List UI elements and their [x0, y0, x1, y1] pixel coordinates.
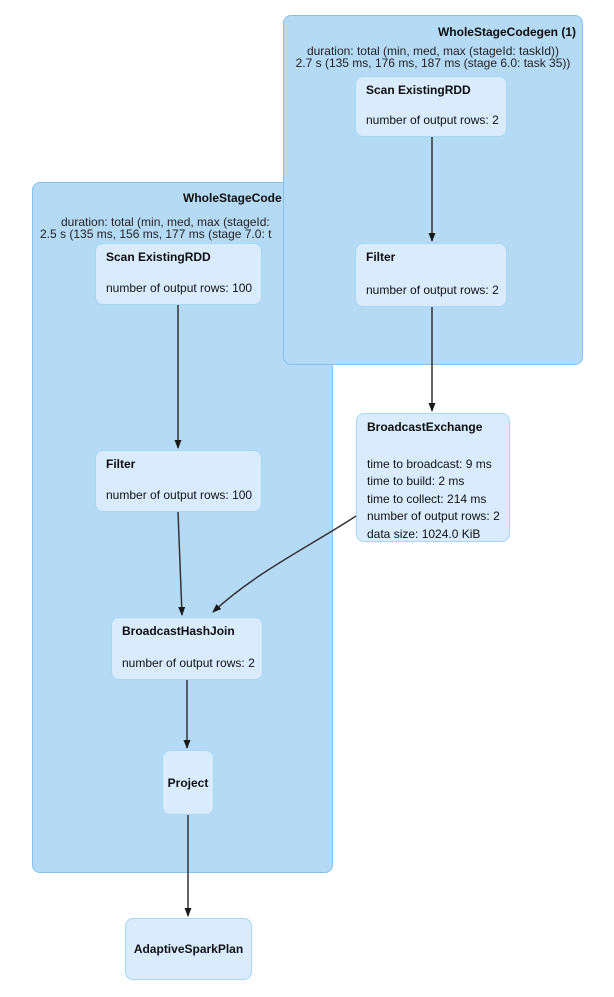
node-broadcasthashjoin-metric: number of output rows: 2 — [122, 656, 255, 670]
metric-time-to-build: time to build: 2 ms — [367, 474, 465, 489]
node-broadcastexchange-title: BroadcastExchange — [367, 420, 483, 434]
cluster-1-duration — [284, 45, 582, 70]
node-project-title: Project — [167, 775, 209, 790]
cluster-2-duration-line2: 2.5 s (135 ms, 156 ms, 177 ms (stage 7.0: t — [40, 227, 272, 241]
node-broadcastexchange-metrics — [367, 456, 500, 543]
metric-time-to-broadcast: time to broadcast: 9 ms — [367, 457, 492, 471]
node-adaptivesparkplan[interactable] — [125, 918, 252, 980]
cluster-wholestagecodegen-1 — [283, 15, 583, 365]
metric-output-rows: number of output rows: 2 — [367, 509, 500, 524]
node-filter-1-title: Filter — [366, 250, 396, 264]
node-broadcasthashjoin-title: BroadcastHashJoin — [122, 624, 235, 638]
node-broadcastexchange[interactable] — [356, 413, 510, 542]
node-scan-existingrdd-1[interactable] — [355, 76, 507, 137]
cluster-1-duration-line1: duration: total (min, med, max (stageId: taskId)) — [306, 44, 560, 58]
node-scan-existingrdd-2[interactable] — [95, 243, 262, 305]
node-filter-2-metric: number of output rows: 100 — [106, 488, 253, 502]
node-scan-existingrdd-1-title: Scan ExistingRDD — [366, 83, 471, 97]
node-filter-1-metric: number of output rows: 2 — [366, 283, 499, 297]
node-scan-existingrdd-2-metric: number of output rows: 100 — [106, 281, 253, 295]
node-scan-existingrdd-1-metric: number of output rows: 2 — [366, 113, 499, 127]
node-scan-existingrdd-2-title: Scan ExistingRDD — [106, 250, 211, 264]
metric-time-to-collect: time to collect: 214 ms — [367, 491, 487, 506]
node-broadcasthashjoin[interactable] — [111, 617, 263, 680]
node-project[interactable] — [162, 750, 214, 815]
cluster-2-duration-line1: duration: total (min, med, max (stageId: — [61, 215, 270, 229]
node-adaptivesparkplan-title: AdaptiveSparkPlan — [133, 942, 244, 956]
cluster-1-duration-line2: 2.7 s (135 ms, 176 ms, 187 ms (stage 6.0: task 35)) — [295, 56, 571, 71]
metric-data-size: data size: 1024.0 KiB — [367, 526, 481, 541]
cluster-2-title: WholeStageCode — [183, 191, 282, 205]
cluster-1-title: WholeStageCodegen (1) — [437, 25, 576, 39]
node-filter-2-title: Filter — [106, 457, 136, 471]
node-filter-2[interactable] — [95, 450, 262, 512]
node-filter-1[interactable] — [355, 243, 507, 307]
